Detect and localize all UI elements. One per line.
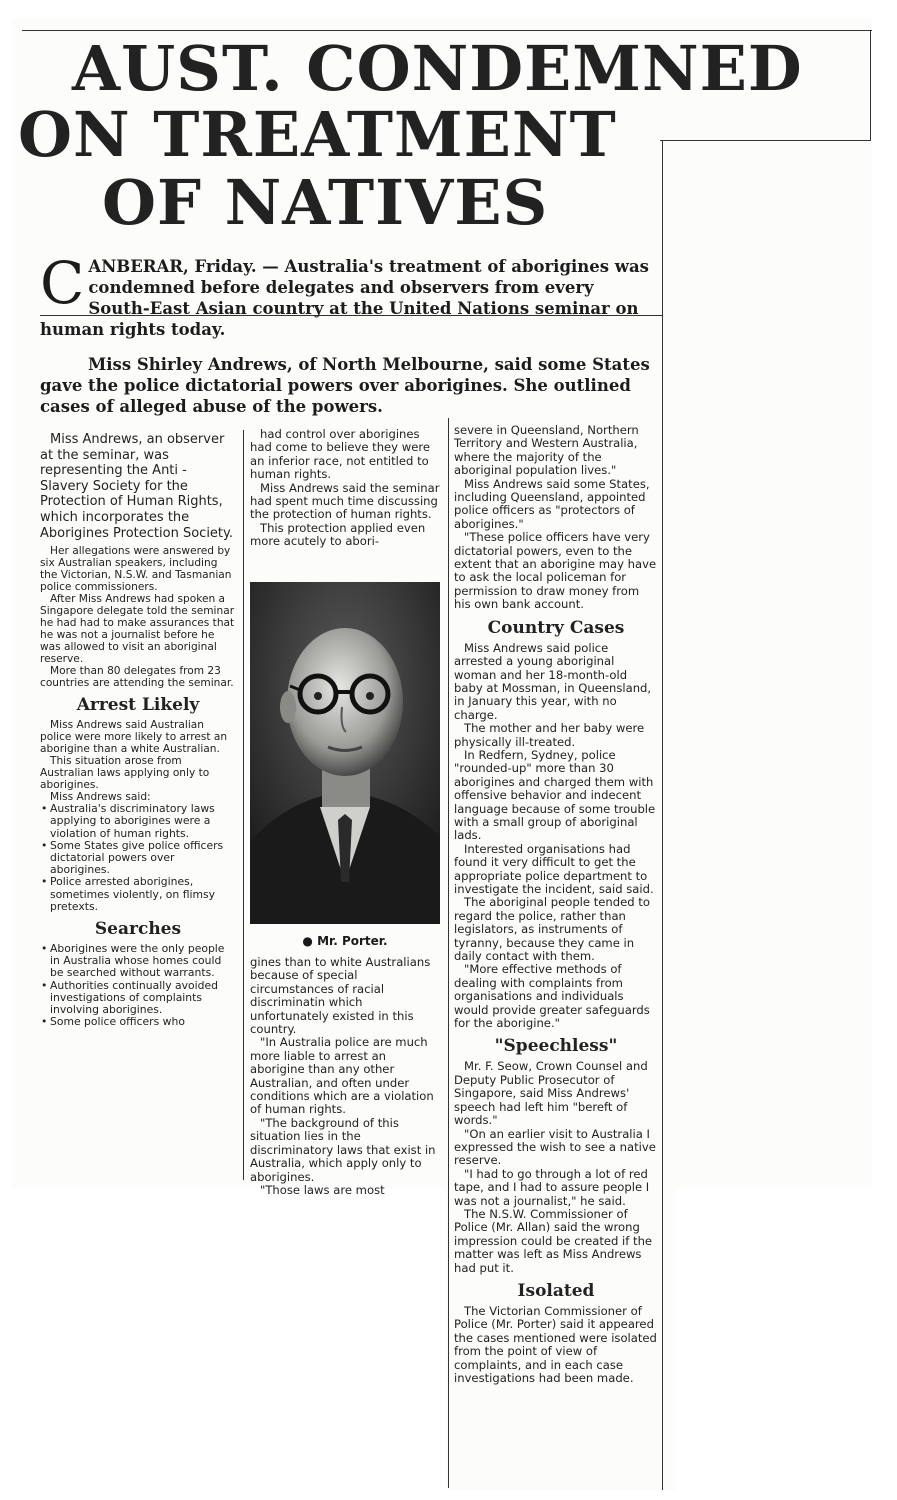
headline-line-2: ON TREATMENT xyxy=(18,98,617,171)
col3-paragraph: The aboriginal people tended to regard the police, rather than legislators, as instruments of tyranny, because they came in daily contact with them. xyxy=(454,895,650,964)
col3-paragraph: Miss Andrews said police arrested a young aboriginal woman and her 18-month-old baby at Mossman, in Queensland, in January this year, with no charge. xyxy=(454,640,652,722)
subhead-speechless: "Speechless" xyxy=(494,1036,618,1057)
headline-rule-step xyxy=(660,140,871,141)
col1-paragraph: Miss Andrews, an observer at the seminar, was representing the Anti - Slavery Society for the Protection of Human Rights, which incorporates the Aborigines Protection Society. xyxy=(40,432,233,541)
article-right-border xyxy=(662,140,663,1490)
headline-line-1: AUST. CONDEMNED xyxy=(72,32,803,105)
column-2-top xyxy=(250,428,442,549)
lead-paragraph xyxy=(40,249,660,340)
lead-text: ANBERAR, Friday. — Australia's treatment of aborigines was condemned before delegates and observers from every South-East Asian country at the United Nations seminar on human rights today. xyxy=(40,257,649,339)
subhead-country-cases: Country Cases xyxy=(487,617,625,638)
bullet-item: • Aborigines were the only people in Australia whose homes could be searched without warrants. xyxy=(50,943,236,980)
col3-paragraph: Interested organisations had found it very difficult to get the appropriate police department to investigate the incident, said said. xyxy=(454,841,654,896)
col3-paragraph: The mother and her baby were physically ill-treated. xyxy=(454,721,645,749)
column-2-bottom xyxy=(250,956,442,1197)
col3-paragraph: "More effective methods of dealing with complaints from organisations and individuals would provide greater safeguards for the aborigine." xyxy=(454,962,650,1031)
bullet-item: • Some police officers who xyxy=(50,1016,236,1028)
column-rule-2-3 xyxy=(448,418,449,1488)
col3-paragraph: The Victorian Commissioner of Police (Mr. Porter) said it appeared the cases mentioned were isolated from the point of view of complaints, and in each case investigations had been made. xyxy=(454,1303,657,1385)
column-3 xyxy=(454,424,658,1385)
col2-paragraph: Miss Andrews said the seminar had spent much time discussing the protection of human rights. xyxy=(250,480,440,522)
col2-paragraph: "Those laws are most xyxy=(260,1182,385,1197)
col2-paragraph: This protection applied even more acutely to abori- xyxy=(250,520,426,549)
column-1 xyxy=(40,432,236,1028)
subhead-isolated: Isolated xyxy=(517,1280,595,1301)
col1-paragraph: Miss Andrews said: xyxy=(50,791,151,804)
subhead-searches: Searches xyxy=(94,918,182,939)
headline-line-3: OF NATIVES xyxy=(102,166,549,239)
subhead-arrest-likely: Arrest Likely xyxy=(76,695,200,716)
col3-paragraph: severe in Queensland, Northern Territory and Western Australia, where the majority of the aboriginal population lives." xyxy=(454,423,639,478)
col1-paragraph: After Miss Andrews had spoken a Singapore delegate told the seminar he had had to make assurances that he was not a journalist before he was allowed to visit an aboriginal reserve. xyxy=(40,593,235,666)
bullet-item: • Authorities continually avoided investigations of complaints involving aborigines. xyxy=(50,980,236,1017)
photo-caption: ● Mr. Porter. xyxy=(302,934,388,948)
col1-paragraph: Her allegations were answered by six Australian speakers, including the Victorian, N.S.W. and Tasmanian police commissioners. xyxy=(40,545,232,594)
col1-paragraph: This situation arose from Australian laws applying only to aborigines. xyxy=(40,755,210,792)
col2-paragraph: "The background of this situation lies in the discriminatory laws that exist in Australia, which apply only to aborigines. xyxy=(250,1115,436,1184)
bullet-item: • Australia's discriminatory laws applying to aborigines were a violation of human rights. xyxy=(50,803,236,840)
headline-rule-top xyxy=(22,30,872,31)
col3-paragraph: Mr. F. Seow, Crown Counsel and Deputy Public Prosecutor of Singapore, said Miss Andrews' speech had left him "bereft of words." xyxy=(454,1059,648,1128)
column-rule-1-2 xyxy=(243,430,244,1180)
headline-rule-right xyxy=(870,30,871,140)
col3-paragraph: Miss Andrews said some States, including Queensland, appointed police officers as "protectors of aborigines." xyxy=(454,476,650,531)
col3-paragraph: "On an earlier visit to Australia I expressed the wish to see a native reserve. xyxy=(454,1126,656,1168)
col1-paragraph: Miss Andrews said Australian police were more likely to arrest an aborigine than a white Australian. xyxy=(40,719,228,756)
col2-paragraph: "In Australia police are much more liable to arrest an aborigine than any other Australian, and often under conditions which are a violation of human rights. xyxy=(250,1035,434,1117)
portrait-photo xyxy=(250,582,440,924)
drop-cap: C xyxy=(40,249,85,317)
col3-paragraph: "I had to go through a lot of red tape, and I had to assure people I was not a journalist," he said. xyxy=(454,1166,650,1208)
col2-paragraph: gines than to white Australians because of special circumstances of racial discriminatin which unfortunately existed in this country. xyxy=(250,955,431,1037)
col3-paragraph: In Redfern, Sydney, police "rounded-up" more than 30 aborigines and charged them with offensive behavior and indecent language because of some trouble with a small group of aboriginal lads. xyxy=(454,747,656,843)
bullet-item: • Some States give police officers dictatorial powers over aborigines. xyxy=(50,840,236,877)
col1-paragraph: More than 80 delegates from 23 countries are attending the seminar. xyxy=(40,665,234,690)
bullet-item: • Police arrested aborigines, sometimes violently, on flimsy pretexts. xyxy=(50,876,236,913)
col2-paragraph: had control over aborigines had come to believe they were an inferior race, not entitled to human rights. xyxy=(250,427,430,482)
portrait-illustration xyxy=(250,582,440,924)
col3-paragraph: "These police officers have very dictatorial powers, even to the extent that an aborigine may have to ask the local policeman for permission to draw money from his own bank account. xyxy=(454,530,657,612)
col3-paragraph: The N.S.W. Commissioner of Police (Mr. Allan) said the wrong impression could be created if the matter was left as Miss Andrews had put it. xyxy=(454,1206,653,1275)
lead-paragraph-2: Miss Shirley Andrews, of North Melbourne, said some States gave the police dictatorial powers over aborigines. She outlined cases of alleged abuse of the powers. xyxy=(40,355,650,416)
